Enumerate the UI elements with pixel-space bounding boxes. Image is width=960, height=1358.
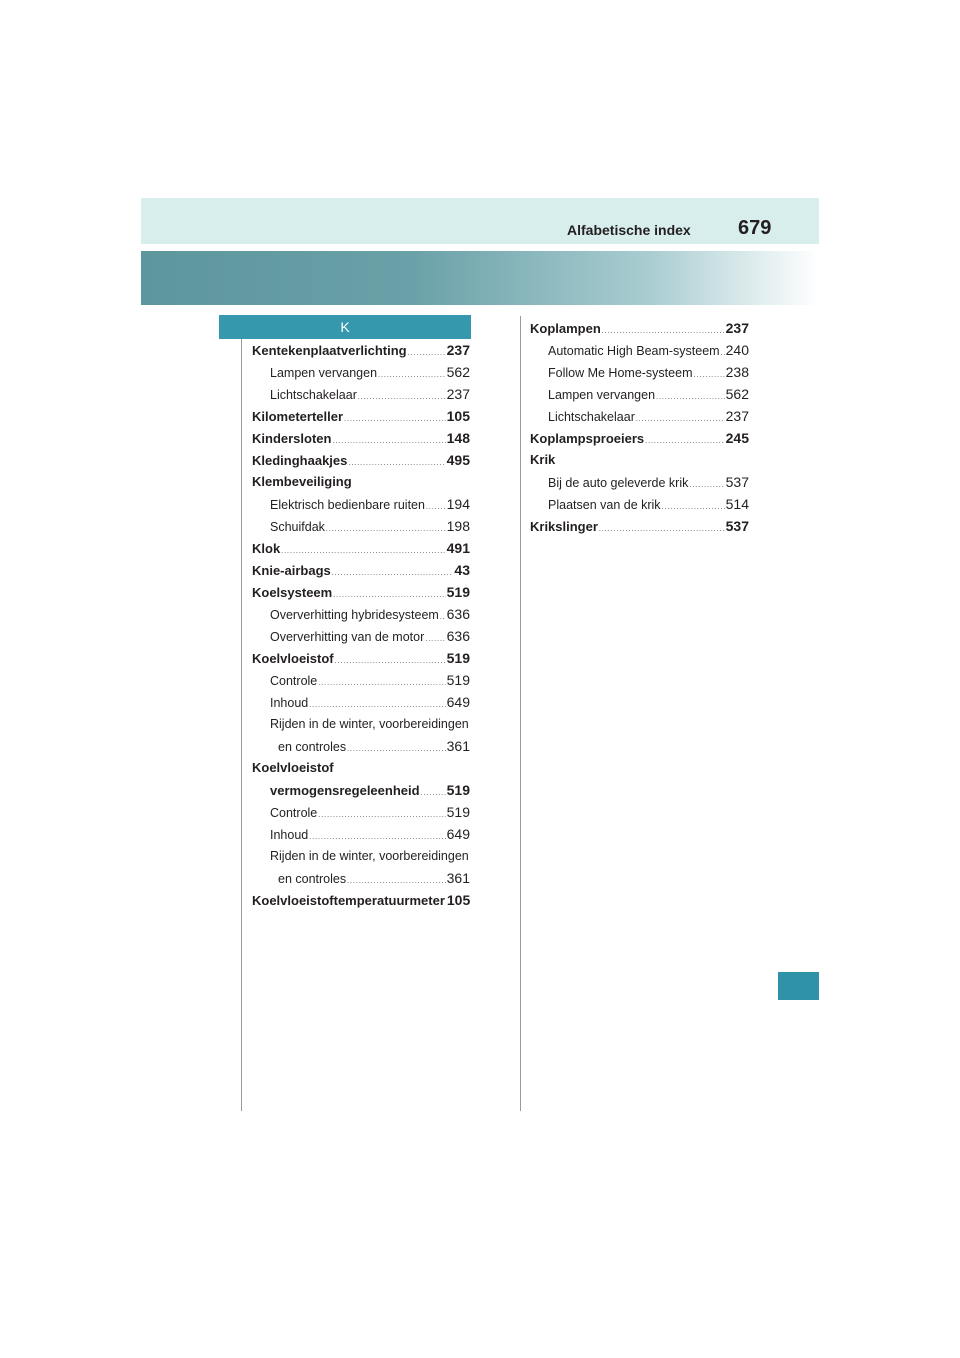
index-entry[interactable] <box>252 339 470 361</box>
index-entry[interactable] <box>530 317 749 339</box>
index-entry[interactable] <box>252 801 470 823</box>
index-entry-page[interactable]: 105 <box>446 408 470 424</box>
index-column-left <box>252 339 470 911</box>
decorative-gradient-band <box>141 251 819 305</box>
index-entry-page[interactable]: 519 <box>446 650 470 666</box>
index-entry[interactable] <box>252 449 470 471</box>
leader-dots <box>408 347 446 361</box>
index-entry-page[interactable]: 194 <box>446 496 470 512</box>
index-entry-page[interactable]: 649 <box>446 694 470 710</box>
leader-dots <box>599 523 725 537</box>
leader-dots <box>636 413 725 427</box>
index-entry-label: Rijden in de winter, voorbereidingen <box>270 849 469 863</box>
index-entry-page[interactable]: 237 <box>725 320 749 336</box>
index-entry[interactable] <box>530 361 749 383</box>
index-entry-page[interactable]: 649 <box>446 826 470 842</box>
leader-dots <box>309 831 445 845</box>
leader-dots <box>602 325 725 339</box>
index-entry-page[interactable]: 240 <box>725 342 749 358</box>
index-entry-label: Koplampen <box>530 321 601 336</box>
leader-dots <box>425 633 445 647</box>
index-entry-label: Lichtschakelaar <box>270 388 357 402</box>
leader-dots <box>662 501 725 515</box>
leader-dots <box>318 677 445 691</box>
index-entry-page[interactable]: 562 <box>446 364 470 380</box>
right-column-rule <box>520 316 521 1111</box>
index-entry[interactable] <box>252 361 470 383</box>
index-entry[interactable] <box>252 823 470 845</box>
index-entry-label: Kledinghaakjes <box>252 453 348 468</box>
index-entry-label: Controle <box>270 806 318 820</box>
leader-dots <box>689 479 724 493</box>
index-entry-label: Koelsysteem <box>252 585 333 600</box>
leader-dots <box>426 501 446 515</box>
index-entry-page[interactable]: 148 <box>446 430 470 446</box>
index-entry-page[interactable]: 519 <box>446 782 470 798</box>
index-entry-page[interactable]: 491 <box>446 540 470 556</box>
index-entry-label: Krikslinger <box>530 519 598 534</box>
index-entry[interactable] <box>252 647 470 669</box>
leader-dots <box>347 875 446 889</box>
index-entry-page[interactable]: 519 <box>446 584 470 600</box>
leader-dots <box>378 369 446 383</box>
index-entry-label: Rijden in de winter, voorbereidingen <box>270 717 469 731</box>
index-entry-page[interactable]: 237 <box>446 342 470 358</box>
index-entry[interactable] <box>252 691 470 713</box>
index-entry[interactable] <box>530 471 749 493</box>
index-entry[interactable] <box>252 757 470 779</box>
leader-dots <box>656 391 725 405</box>
index-entry-page[interactable]: 238 <box>725 364 749 380</box>
index-entry[interactable] <box>252 559 470 581</box>
page-title: Alfabetische index <box>567 222 691 238</box>
index-entry[interactable] <box>252 735 470 757</box>
index-entry[interactable] <box>252 845 470 867</box>
leader-dots <box>348 457 445 471</box>
index-entry-label: Elektrisch bedienbare ruiten <box>270 498 425 512</box>
index-entry-page[interactable]: 105 <box>446 892 471 908</box>
index-entry-label: Inhoud <box>270 828 309 842</box>
leader-dots <box>693 369 724 383</box>
index-entry-label: Kindersloten <box>252 431 332 446</box>
index-entry-label: Follow Me Home-systeem <box>548 366 693 380</box>
header-band <box>141 198 819 244</box>
index-entry-page[interactable]: 562 <box>725 386 749 402</box>
index-entry-page[interactable]: 245 <box>725 430 749 446</box>
index-entry[interactable] <box>252 405 470 427</box>
index-entry-page[interactable]: 237 <box>446 386 470 402</box>
leader-dots <box>326 523 446 537</box>
left-column-rule <box>241 339 242 1111</box>
index-entry[interactable] <box>252 471 470 493</box>
index-entry[interactable] <box>252 669 470 691</box>
index-entry[interactable] <box>252 493 470 515</box>
index-entry-page[interactable]: 514 <box>725 496 749 512</box>
leader-dots <box>440 611 446 625</box>
index-entry-label: vermogensregeleenheid <box>270 783 420 798</box>
index-entry-label: Kentekenplaatverlichting <box>252 343 407 358</box>
leader-dots <box>332 435 445 449</box>
index-entry[interactable] <box>252 713 470 735</box>
leader-dots <box>421 787 446 801</box>
leader-dots <box>358 391 446 405</box>
index-entry-label: Automatic High Beam-systeem <box>548 344 720 358</box>
index-entry[interactable] <box>252 625 470 647</box>
index-entry-label: Lampen vervangen <box>270 366 378 380</box>
index-entry-page[interactable]: 636 <box>446 628 470 644</box>
leader-dots <box>344 413 446 427</box>
leader-dots <box>333 589 445 603</box>
index-entry-page[interactable]: 237 <box>725 408 749 424</box>
index-entry-page[interactable]: 537 <box>725 518 749 534</box>
index-entry-label: Krik <box>530 452 556 467</box>
index-entry-label: Plaatsen van de krik <box>548 498 661 512</box>
index-entry-label: Klok <box>252 541 281 556</box>
index-entry[interactable] <box>252 603 470 625</box>
index-entry[interactable] <box>530 383 749 405</box>
index-entry-label: Oververhitting van de motor <box>270 630 425 644</box>
index-entry[interactable] <box>530 493 749 515</box>
leader-dots <box>335 655 446 669</box>
index-entry-page[interactable]: 519 <box>446 804 470 820</box>
section-letter-tab: K <box>219 315 471 339</box>
leader-dots <box>281 545 445 559</box>
leader-dots <box>318 809 445 823</box>
index-entry-label: Kilometerteller <box>252 409 344 424</box>
index-entry[interactable] <box>252 867 470 889</box>
leader-dots <box>309 699 445 713</box>
index-entry-label: Inhoud <box>270 696 309 710</box>
index-entry[interactable] <box>252 427 470 449</box>
index-entry-label: en controles <box>278 740 347 754</box>
index-entry[interactable] <box>530 427 749 449</box>
page-number: 679 <box>738 217 772 239</box>
index-entry[interactable] <box>530 339 749 361</box>
index-entry-label: Koplampsproeiers <box>530 431 645 446</box>
index-entry-label: en controles <box>278 872 347 886</box>
index-entry-label: Koelvloeistoftemperatuurmeter <box>252 893 445 908</box>
leader-dots <box>645 435 724 449</box>
index-entry-label: Oververhitting hybridesysteem <box>270 608 439 622</box>
index-entry-page[interactable]: 361 <box>446 870 470 886</box>
index-entry-page[interactable]: 361 <box>446 738 470 754</box>
index-entry[interactable] <box>252 581 470 603</box>
index-entry-page[interactable]: 495 <box>446 452 470 468</box>
index-entry[interactable] <box>252 889 470 911</box>
leader-dots <box>347 743 446 757</box>
index-entry-page[interactable]: 43 <box>454 562 470 578</box>
index-entry[interactable] <box>530 515 749 537</box>
index-entry-label: Knie-airbags <box>252 563 331 578</box>
index-entry-label: Klembeveiliging <box>252 474 352 489</box>
index-entry-label: Bij de auto geleverde krik <box>548 476 689 490</box>
index-entry-page[interactable]: 519 <box>446 672 470 688</box>
index-entry-page[interactable]: 198 <box>446 518 470 534</box>
leader-dots <box>721 347 725 361</box>
index-entry-label: Lampen vervangen <box>548 388 656 402</box>
index-entry[interactable] <box>252 779 470 801</box>
index-entry-page[interactable]: 636 <box>446 606 470 622</box>
index-entry[interactable] <box>252 515 470 537</box>
index-entry-label: Controle <box>270 674 318 688</box>
index-entry-label: Koelvloeistof <box>252 760 334 775</box>
index-entry[interactable] <box>530 449 749 471</box>
index-entry[interactable] <box>530 405 749 427</box>
index-entry[interactable] <box>252 537 470 559</box>
index-entry-label: Koelvloeistof <box>252 651 334 666</box>
leader-dots <box>332 567 454 581</box>
index-entry-label: Schuifdak <box>270 520 325 534</box>
index-column-right <box>530 317 749 537</box>
index-entry[interactable] <box>252 383 470 405</box>
chapter-side-tab <box>778 972 819 1000</box>
index-entry-label: Lichtschakelaar <box>548 410 635 424</box>
index-entry-page[interactable]: 537 <box>725 474 749 490</box>
